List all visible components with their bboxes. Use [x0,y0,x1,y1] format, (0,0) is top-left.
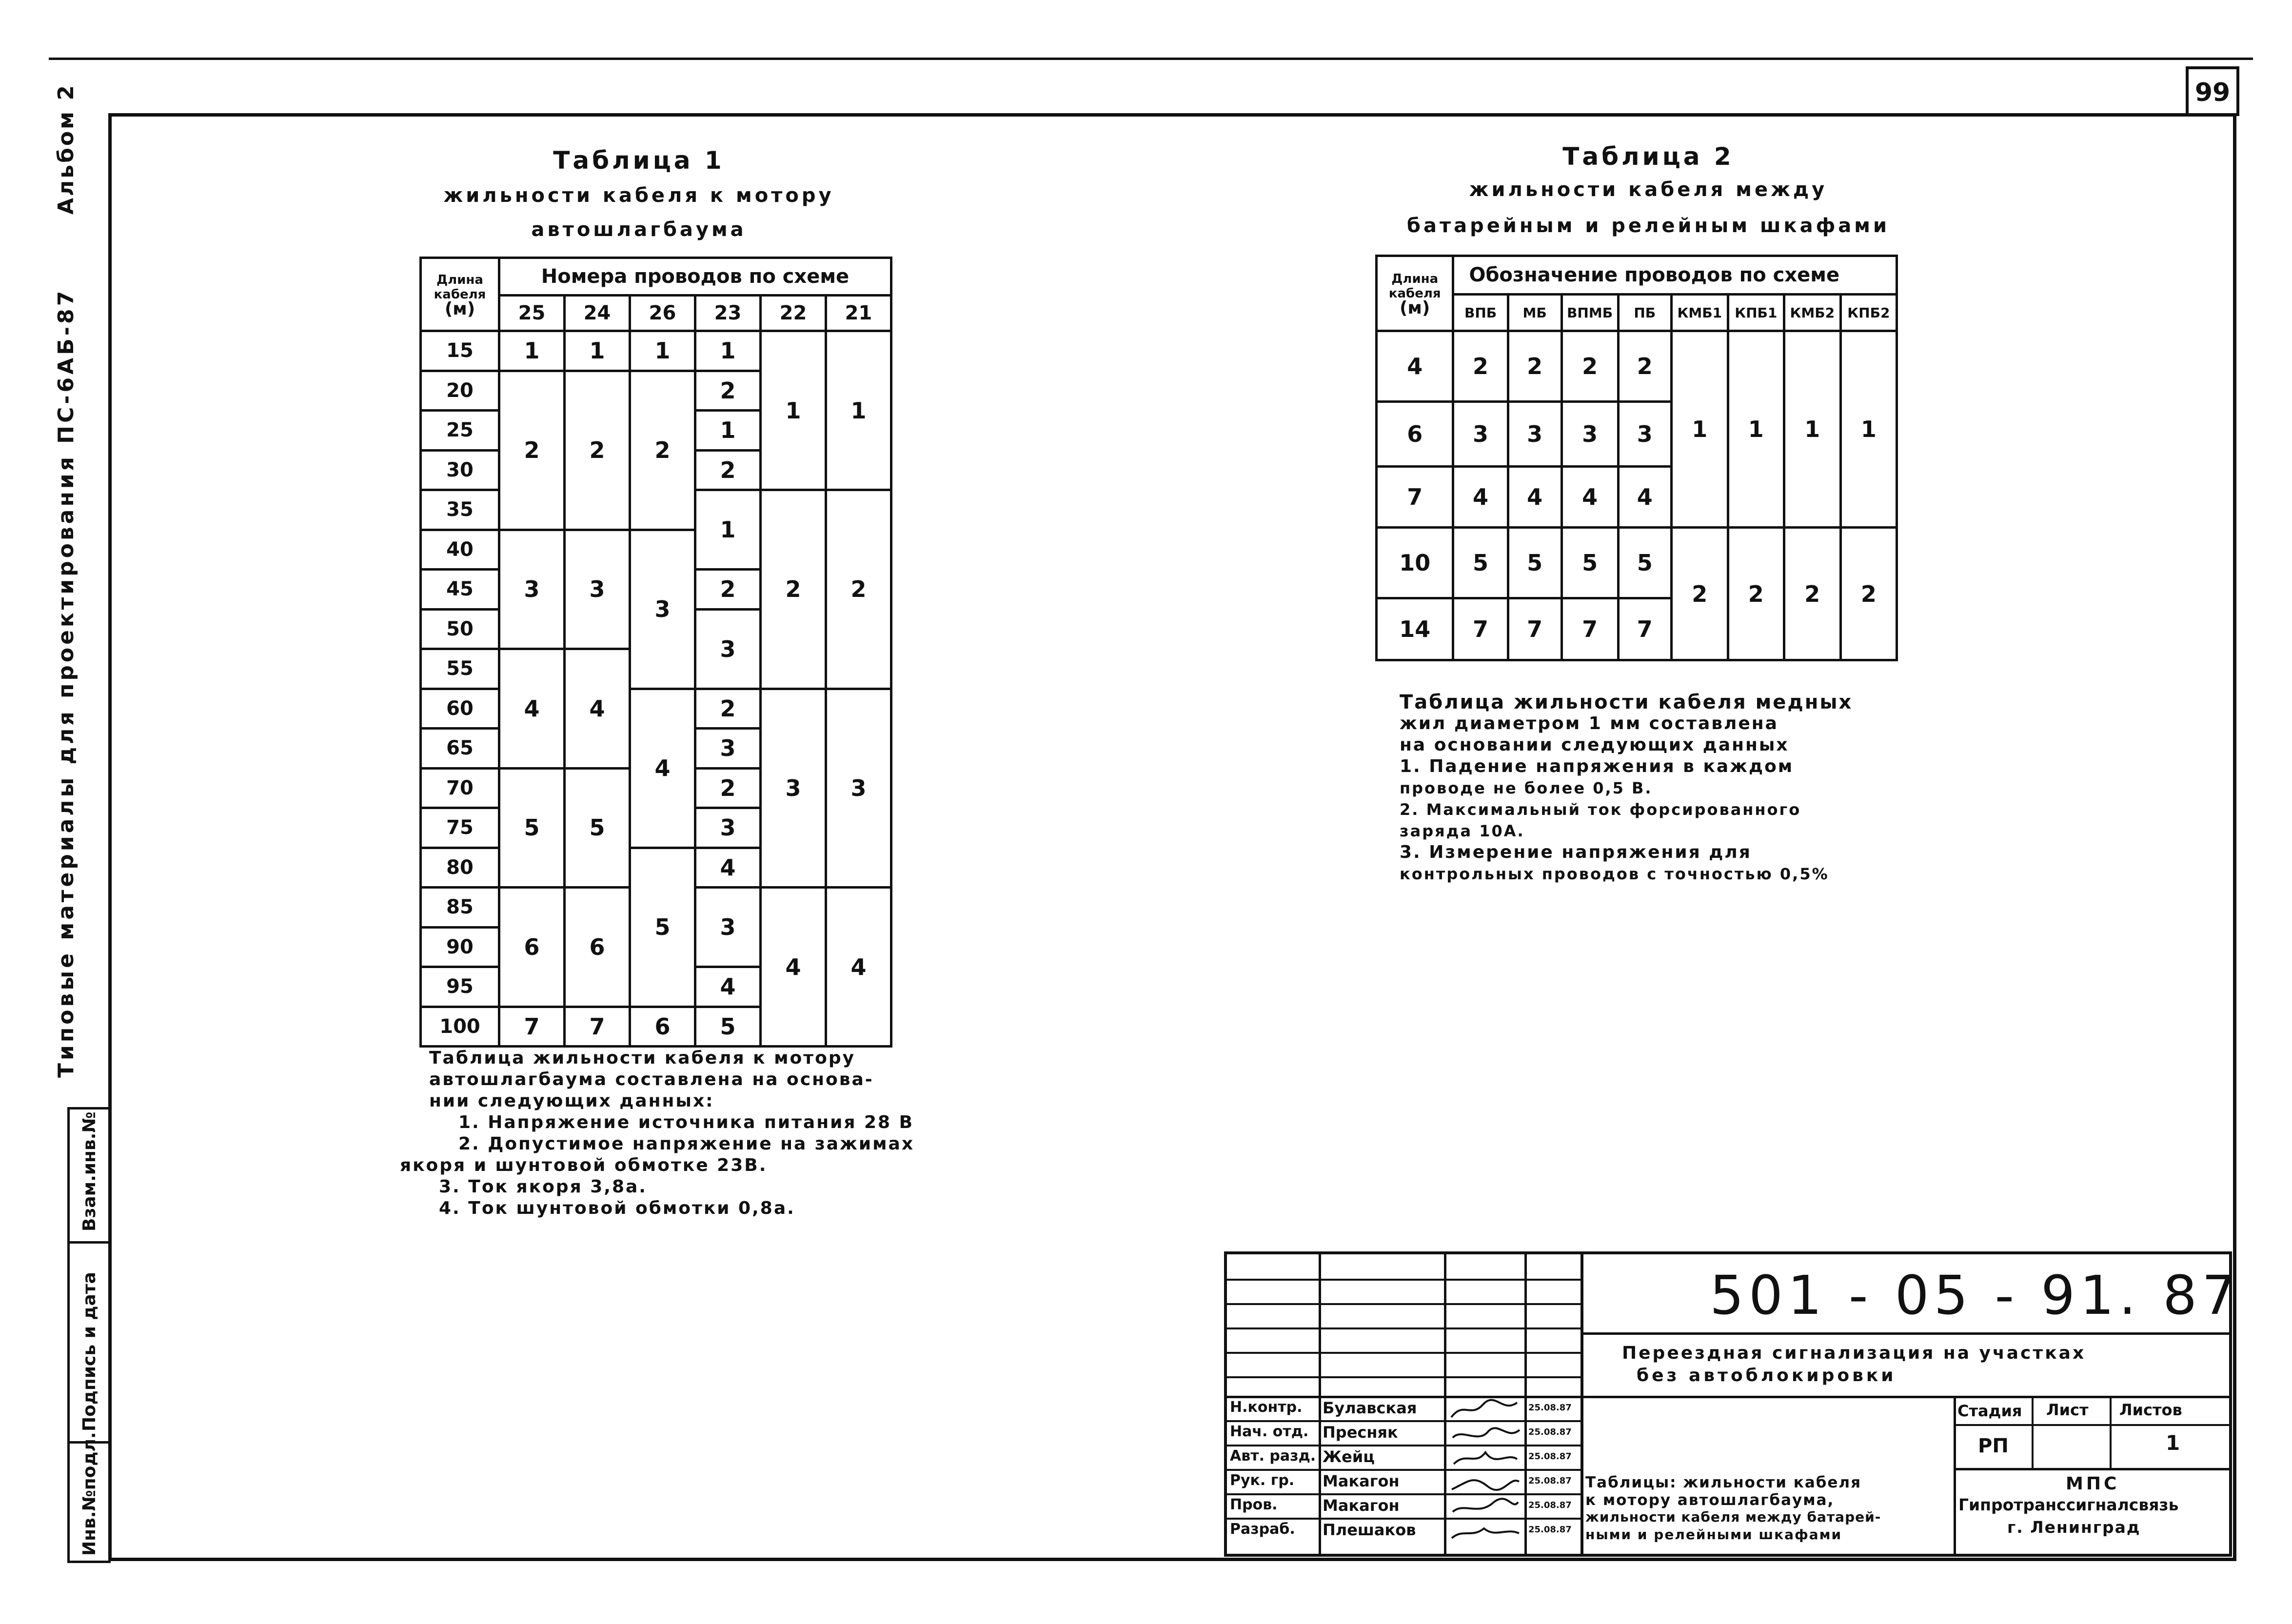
length-cell: 65 [421,729,499,769]
wire-cell: 1 [695,411,760,451]
signer-role: Нач. отд. [1230,1423,1309,1440]
wire-cell: 5 [499,768,564,888]
length-cell: 60 [421,689,499,729]
signer-name: Булавская [1323,1399,1417,1417]
length-cell: 55 [421,649,499,689]
wire-cell: 4 [1618,467,1671,528]
wire-cell: 3 [760,689,826,888]
length-cell: 40 [421,530,499,570]
table2 [1375,255,1898,661]
length-cell: 7 [1377,467,1453,528]
note1-line: 4. Ток шунтовой обмотки 0,8а. [439,1198,795,1218]
length-cell: 4 [1377,331,1453,402]
note1-line: нии следующих данных: [429,1091,714,1111]
doc-title-3: жильности кабеля между батарей- [1585,1509,1881,1525]
column-header: 23 [695,296,760,331]
length-header [421,258,499,331]
length-header-label: Длина кабеля [434,272,486,302]
side-label-inv: Инв.№подл. [79,1432,99,1556]
wire-group-cell: 2 [1784,528,1840,660]
wire-cell: 7 [1453,598,1508,660]
signer-date: 25.08.87 [1528,1427,1572,1437]
column-header: ПБ [1618,295,1671,331]
wire-cell: 2 [826,490,891,689]
wire-cell: 4 [1453,467,1508,528]
length-cell: 80 [421,848,499,888]
column-header: КПБ2 [1840,295,1897,331]
note1-line: якоря и шунтовой обмотке 23В. [400,1155,768,1175]
wire-group-cell: 1 [1840,331,1897,528]
wire-cell: 5 [630,848,695,1007]
signer-name: Макагон [1323,1472,1400,1490]
wire-cell: 3 [695,729,760,769]
wire-cell: 4 [1561,467,1618,528]
length-cell: 6 [1377,402,1453,467]
table2-subtitle-1: жильности кабеля между [1469,178,1828,201]
wire-cell: 3 [826,689,891,888]
signer-role: Разраб. [1230,1521,1295,1538]
signature-scribble [1449,1521,1522,1544]
wire-cell: 5 [1453,528,1508,598]
length-header-unit: (м) [1400,297,1430,318]
wire-cell: 1 [564,331,630,371]
side-label-replace: Взам.инв.№ [79,1111,99,1231]
wire-cell: 4 [695,967,760,1007]
length-cell: 95 [421,967,499,1007]
wire-cell: 1 [630,331,695,371]
signer-role: Пров. [1230,1496,1278,1513]
wire-cell: 7 [499,1007,564,1047]
signer-date: 25.08.87 [1528,1476,1572,1486]
doc-title-2: к мотору автошлагбаума, [1585,1491,1835,1509]
length-cell: 10 [1377,528,1453,598]
column-header: ВПБ [1453,295,1508,331]
signature-scribble [1449,1423,1522,1446]
note1-line: автошлагбаума составлена на основа- [429,1069,874,1089]
wire-cell: 6 [499,888,564,1007]
wire-cell: 2 [695,570,760,610]
wire-cell: 4 [826,888,891,1047]
wire-cell: 3 [695,888,760,967]
wire-cell: 7 [1618,598,1671,660]
column-header: ВПМБ [1561,295,1618,331]
wire-cell: 4 [760,888,826,1047]
signer-date: 25.08.87 [1528,1525,1572,1535]
note2-line: контрольных проводов с точностью 0,5% [1400,865,1829,883]
wire-cell: 1 [499,331,564,371]
wire-group-cell: 2 [1671,528,1728,660]
sheets-value: 1 [2166,1431,2180,1455]
doc-title-1: Таблицы: жильности кабеля [1585,1474,1862,1491]
column-header: 26 [630,296,695,331]
length-cell: 90 [421,927,499,967]
column-header: КМБ1 [1671,295,1728,331]
wire-cell: 2 [499,371,564,530]
length-header-unit: (м) [444,298,475,319]
doc-title-4: ными и релейными шкафами [1585,1526,1842,1543]
length-cell: 85 [421,888,499,928]
wire-cell: 2 [630,371,695,530]
wire-cell: 2 [1561,331,1618,402]
note1-line: Таблица жильности кабеля к мотору [429,1048,856,1068]
document-code: 501 - 05 - 91. 87 [1710,1264,2241,1327]
wire-cell: 4 [1508,467,1561,528]
note2-line: Таблица жильности кабеля медных [1400,691,1853,713]
column-header: 21 [826,296,891,331]
album-label: Альбом 2 [54,83,79,215]
wire-cell: 5 [564,768,630,888]
note2-line: заряда 10А. [1400,822,1525,840]
length-header [1377,256,1453,331]
wire-cell: 1 [826,331,891,490]
wire-cell: 4 [564,649,630,769]
length-cell: 45 [421,570,499,610]
signature-scribble [1449,1496,1522,1520]
org-2: Гипротранссигналсвязь [1958,1495,2179,1514]
signature-scribble [1449,1472,1522,1495]
column-header: 25 [499,296,564,331]
length-cell: 100 [421,1007,499,1047]
wire-cell: 5 [1618,528,1671,598]
length-cell: 25 [421,411,499,451]
wire-cell: 7 [564,1007,630,1047]
length-cell: 75 [421,808,499,848]
column-header: 22 [760,296,826,331]
signer-date: 25.08.87 [1528,1500,1572,1510]
column-header: МБ [1508,295,1561,331]
wire-cell: 2 [1618,331,1671,402]
table1 [419,257,892,1048]
table2-title: Таблица 2 [1562,142,1734,171]
wire-cell: 3 [1618,402,1671,467]
signer-role: Н.контр. [1230,1399,1303,1416]
column-header: КПБ1 [1728,295,1784,331]
wire-cell: 7 [1508,598,1561,660]
length-cell: 14 [1377,598,1453,660]
project-title-2: без автоблокировки [1637,1366,1897,1386]
signer-date: 25.08.87 [1528,1403,1572,1413]
note1-line: 2. Допустимое напряжение на зажимах [458,1134,915,1154]
sheet-header: Лист [2046,1401,2089,1419]
wire-cell: 1 [760,331,826,490]
wire-cell: 6 [564,888,630,1007]
wire-cell: 2 [564,371,630,530]
project-title-1: Переездная сигнализация на участках [1622,1343,2086,1363]
note1-line: 3. Ток якоря 3,8а. [439,1177,647,1197]
wire-cell: 5 [1508,528,1561,598]
table1-subtitle-2: автошлагбаума [531,218,747,241]
wire-cell: 5 [695,1007,760,1047]
wire-cell: 2 [695,371,760,411]
wire-cell: 2 [760,490,826,689]
table1-subtitle-1: жильности кабеля к мотору [443,184,834,207]
stage-header: Стадия [1957,1402,2022,1420]
title-block [1224,1251,2241,1557]
series-label: Типовые материалы для проектирования ПС-6АБ-87 [54,288,79,1078]
signer-date: 25.08.87 [1528,1451,1572,1462]
wire-cell: 1 [695,490,760,570]
note1-line: 1. Напряжение источника питания 28 В [458,1112,914,1132]
side-strip [67,1107,111,1563]
note1 [400,1048,915,1219]
wire-cell: 4 [695,848,760,888]
wire-group-cell: 1 [1671,331,1728,528]
length-cell: 35 [421,490,499,530]
length-header-label: Длина кабеля [1388,271,1441,301]
column-header: КМБ2 [1784,295,1840,331]
length-cell: 50 [421,609,499,649]
wire-cell: 3 [564,530,630,649]
wire-group-cell: 2 [1840,528,1897,660]
wire-cell: 3 [1508,402,1561,467]
signer-name: Макагон [1323,1496,1400,1515]
signer-name: Жейц [1323,1447,1375,1466]
wire-cell: 2 [695,689,760,729]
stage-value: РП [1978,1435,2009,1457]
wire-cell: 3 [1453,402,1508,467]
table1-title: Таблица 1 [553,146,725,175]
wire-cell: 4 [630,689,695,848]
note2-line: 1. Падение напряжения в каждом [1400,756,1794,776]
note2 [1400,692,1853,885]
wires-header: Обозначение проводов по схеме [1453,256,1897,295]
note2-line: проводе не более 0,5 В. [1400,779,1653,797]
wire-cell: 5 [1561,528,1618,598]
wire-cell: 2 [695,768,760,808]
wire-cell: 3 [1561,402,1618,467]
side-label-signature: Подпись и дата [79,1272,99,1431]
wire-cell: 1 [695,331,760,371]
sheets-header: Листов [2119,1401,2182,1419]
signer-role: Рук. гр. [1230,1472,1295,1489]
wire-cell: 3 [695,609,760,689]
length-cell: 15 [421,331,499,371]
wire-group-cell: 1 [1784,331,1840,528]
table2-subtitle-2: батарейным и релейным шкафами [1407,215,1890,237]
org-1: МПС [2066,1474,2120,1494]
wire-cell: 2 [1453,331,1508,402]
signature-scribble [1449,1447,1522,1471]
wire-cell: 2 [695,450,760,490]
length-cell: 70 [421,768,499,808]
wire-cell: 6 [630,1007,695,1047]
column-header: 24 [564,296,630,331]
org-3: г. Ленинград [2007,1518,2141,1537]
signer-role: Авт. разд. [1230,1447,1316,1465]
signature-scribble [1449,1399,1522,1422]
signer-name: Пресняк [1323,1423,1398,1442]
wire-cell: 4 [499,649,564,769]
note2-line: 2. Максимальный ток форсированного [1400,800,1801,819]
wire-cell: 2 [1508,331,1561,402]
wire-cell: 3 [630,530,695,689]
wire-group-cell: 1 [1728,331,1784,528]
length-cell: 30 [421,450,499,490]
note2-line: на основании следующих данных [1400,735,1789,755]
wire-cell: 3 [499,530,564,649]
wire-group-cell: 2 [1728,528,1784,660]
signer-name: Плешаков [1323,1521,1416,1539]
wires-header: Номера проводов по схеме [499,258,891,296]
wire-cell: 3 [695,808,760,848]
length-cell: 20 [421,371,499,411]
note2-line: жил диаметром 1 мм составлена [1400,713,1778,733]
sheet-number: 99 [2186,66,2239,116]
top-rule [49,58,2253,60]
note2-line: 3. Измерение напряжения для [1400,842,1752,862]
wire-cell: 7 [1561,598,1618,660]
